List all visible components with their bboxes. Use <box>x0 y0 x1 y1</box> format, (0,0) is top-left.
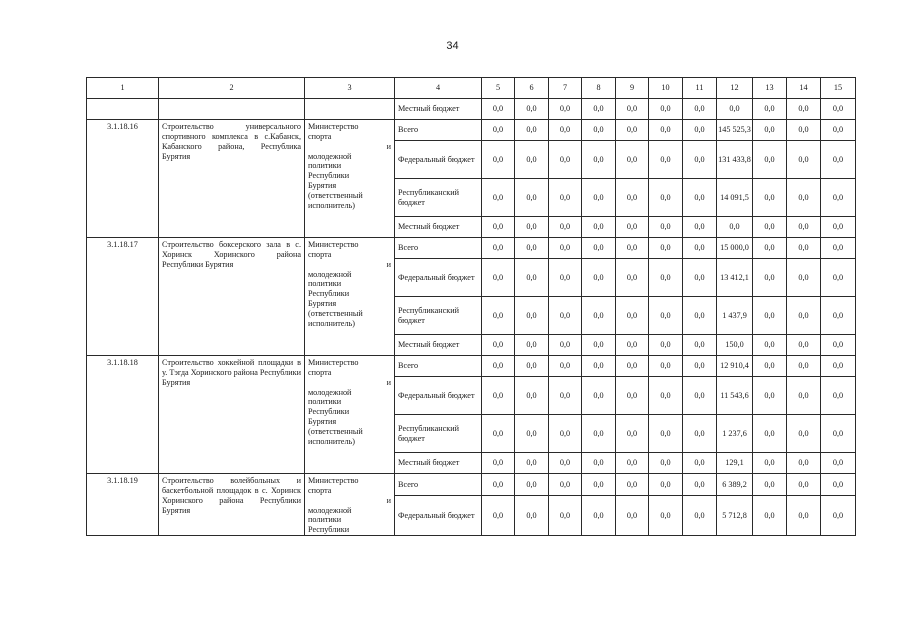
funding-source-cell: Республиканский бюджет <box>395 179 482 217</box>
value-cell: 0,0 <box>821 238 856 259</box>
funding-source-cell: Республиканский бюджет <box>395 415 482 453</box>
value-cell: 0,0 <box>582 217 616 238</box>
value-cell: 0,0 <box>787 474 821 496</box>
column-header: 13 <box>753 78 787 99</box>
measure-code: 3.1.18.18 <box>87 356 159 474</box>
value-cell: 129,1 <box>717 453 753 474</box>
value-cell: 0,0 <box>549 356 582 377</box>
value-cell: 0,0 <box>549 259 582 297</box>
column-header: 5 <box>482 78 515 99</box>
value-cell: 0,0 <box>683 217 717 238</box>
value-cell: 0,0 <box>753 377 787 415</box>
funding-source-cell: Местный бюджет <box>395 99 482 120</box>
executor-line: Министерство <box>308 122 359 131</box>
value-cell: 0,0 <box>515 496 549 536</box>
value-cell: 0,0 <box>821 259 856 297</box>
value-cell: 0,0 <box>821 356 856 377</box>
value-cell: 0,0 <box>717 217 753 238</box>
executor-line: исполнитель) <box>308 200 355 210</box>
value-cell: 0,0 <box>753 99 787 120</box>
column-header: 8 <box>582 78 616 99</box>
value-cell: 0,0 <box>482 238 515 259</box>
table-row <box>87 99 856 120</box>
value-cell: 0,0 <box>616 415 649 453</box>
funding-source-cell: Республиканский бюджет <box>395 297 482 335</box>
budget-table-body <box>87 78 856 536</box>
value-cell: 0,0 <box>549 217 582 238</box>
table-row <box>87 474 856 496</box>
value-cell: 0,0 <box>616 238 649 259</box>
value-cell: 0,0 <box>515 179 549 217</box>
funding-source-cell: Федеральный бюджет <box>395 141 482 179</box>
value-cell: 0,0 <box>582 474 616 496</box>
executor-line: спорта <box>308 249 332 259</box>
value-cell: 0,0 <box>787 99 821 120</box>
funding-source-cell: Федеральный бюджет <box>395 377 482 415</box>
value-cell: 0,0 <box>753 453 787 474</box>
value-cell: 0,0 <box>616 297 649 335</box>
value-cell: 0,0 <box>683 238 717 259</box>
value-cell: 0,0 <box>515 217 549 238</box>
value-cell: 1 437,9 <box>717 297 753 335</box>
budget-table <box>86 77 856 536</box>
measure-code: 3.1.18.17 <box>87 238 159 356</box>
value-cell: 145 525,3 <box>717 120 753 141</box>
value-cell: 5 712,8 <box>717 496 753 536</box>
table-row <box>87 120 856 141</box>
value-cell: 0,0 <box>515 259 549 297</box>
value-cell: 0,0 <box>482 179 515 217</box>
value-cell: 0,0 <box>616 217 649 238</box>
value-cell: 0,0 <box>582 259 616 297</box>
value-cell: 0,0 <box>482 217 515 238</box>
value-cell: 0,0 <box>549 99 582 120</box>
value-cell: 0,0 <box>549 453 582 474</box>
value-cell: 0,0 <box>821 99 856 120</box>
value-cell: 0,0 <box>753 120 787 141</box>
value-cell: 0,0 <box>482 99 515 120</box>
value-cell: 0,0 <box>482 377 515 415</box>
value-cell: 0,0 <box>753 335 787 356</box>
value-cell: 0,0 <box>821 474 856 496</box>
column-header: 15 <box>821 78 856 99</box>
value-cell: 0,0 <box>582 179 616 217</box>
value-cell: 0,0 <box>753 238 787 259</box>
value-cell: 0,0 <box>649 335 683 356</box>
value-cell: 0,0 <box>787 335 821 356</box>
value-cell: 0,0 <box>649 453 683 474</box>
value-cell: 0,0 <box>515 474 549 496</box>
executor-line: Министерство <box>308 358 359 367</box>
value-cell: 0,0 <box>787 141 821 179</box>
measure-title: Строительство волейбольных и баскетбольной площадок в с. Хоринск Хоринского района Республики Бурятия <box>159 474 305 536</box>
value-cell: 0,0 <box>482 415 515 453</box>
executor-line: Республики <box>308 525 350 535</box>
value-cell: 0,0 <box>683 259 717 297</box>
measure-title: Строительство боксерского зала в с. Хоринск Хоринского района Республики Бурятия <box>159 238 305 356</box>
value-cell: 0,0 <box>616 335 649 356</box>
value-cell: 0,0 <box>515 99 549 120</box>
executor-line: Министерство <box>308 476 359 485</box>
value-cell: 0,0 <box>582 415 616 453</box>
value-cell: 0,0 <box>787 179 821 217</box>
executor-line: Республики <box>308 289 350 299</box>
value-cell: 0,0 <box>549 496 582 536</box>
value-cell: 11 543,6 <box>717 377 753 415</box>
table-row <box>87 238 856 259</box>
value-cell: 0,0 <box>616 141 649 179</box>
funding-source-cell: Местный бюджет <box>395 335 482 356</box>
value-cell: 0,0 <box>649 356 683 377</box>
funding-source-cell: Всего <box>395 238 482 259</box>
executor-line: политики <box>308 279 342 289</box>
column-header: 14 <box>787 78 821 99</box>
value-cell: 0,0 <box>582 377 616 415</box>
value-cell: 0,0 <box>787 238 821 259</box>
column-header: 9 <box>616 78 649 99</box>
value-cell: 0,0 <box>649 217 683 238</box>
executor-line: Бурятия <box>308 181 337 191</box>
value-cell: 0,0 <box>582 297 616 335</box>
executor-line: (ответственный <box>308 308 363 318</box>
value-cell: 0,0 <box>515 415 549 453</box>
page-number: 34 <box>446 40 459 52</box>
value-cell: 0,0 <box>515 120 549 141</box>
executor-line: исполнитель) <box>308 436 355 446</box>
value-cell: 0,0 <box>582 238 616 259</box>
value-cell: 0,0 <box>821 120 856 141</box>
measure-title: Строительство хоккейной площадки в у. Тэгда Хоринского района Республики Бурятия <box>159 356 305 474</box>
value-cell: 12 910,4 <box>717 356 753 377</box>
value-cell: 0,0 <box>549 238 582 259</box>
value-cell: 0,0 <box>582 120 616 141</box>
value-cell: 0,0 <box>649 297 683 335</box>
value-cell: 0,0 <box>482 496 515 536</box>
value-cell: 0,0 <box>649 259 683 297</box>
measure-executor <box>305 238 395 356</box>
value-cell: 0,0 <box>683 356 717 377</box>
value-cell: 0,0 <box>787 120 821 141</box>
executor-line: Бурятия <box>308 299 337 309</box>
value-cell: 0,0 <box>482 120 515 141</box>
executor-line: (ответственный <box>308 426 363 436</box>
value-cell: 0,0 <box>753 217 787 238</box>
executor-line: молодежной <box>308 151 352 161</box>
value-cell: 0,0 <box>515 335 549 356</box>
value-cell: 0,0 <box>753 179 787 217</box>
funding-source-cell: Федеральный бюджет <box>395 259 482 297</box>
measure-executor <box>305 474 395 536</box>
column-header: 4 <box>395 78 482 99</box>
value-cell: 0,0 <box>753 474 787 496</box>
value-cell: 0,0 <box>753 415 787 453</box>
column-header: 12 <box>717 78 753 99</box>
value-cell: 0,0 <box>616 99 649 120</box>
value-cell: 0,0 <box>787 259 821 297</box>
executor-line: Республики <box>308 171 350 181</box>
measure-code: 3.1.18.16 <box>87 120 159 238</box>
column-header: 7 <box>549 78 582 99</box>
measure-executor <box>305 356 395 474</box>
value-cell: 0,0 <box>683 496 717 536</box>
executor-line: спорта <box>308 485 332 495</box>
value-cell: 0,0 <box>549 415 582 453</box>
value-cell: 0,0 <box>649 415 683 453</box>
value-cell: 0,0 <box>821 453 856 474</box>
executor-line: спорта <box>308 131 332 141</box>
value-cell: 0,0 <box>616 377 649 415</box>
value-cell: 0,0 <box>683 179 717 217</box>
value-cell: 0,0 <box>683 377 717 415</box>
executor-line: политики <box>308 161 342 171</box>
executor-line: и <box>386 259 391 269</box>
value-cell: 0,0 <box>515 377 549 415</box>
value-cell: 0,0 <box>821 377 856 415</box>
value-cell: 0,0 <box>717 99 753 120</box>
value-cell: 0,0 <box>515 453 549 474</box>
value-cell: 1 237,6 <box>717 415 753 453</box>
value-cell: 0,0 <box>683 415 717 453</box>
value-cell: 0,0 <box>753 297 787 335</box>
value-cell: 0,0 <box>787 377 821 415</box>
value-cell: 0,0 <box>753 259 787 297</box>
value-cell: 0,0 <box>549 377 582 415</box>
value-cell: 0,0 <box>787 415 821 453</box>
empty-code-cell <box>87 99 159 120</box>
executor-line: исполнитель) <box>308 318 355 328</box>
value-cell: 0,0 <box>649 474 683 496</box>
value-cell: 0,0 <box>787 356 821 377</box>
value-cell: 0,0 <box>616 259 649 297</box>
funding-source-cell: Федеральный бюджет <box>395 496 482 536</box>
executor-line: Бурятия <box>308 417 337 427</box>
value-cell: 0,0 <box>649 120 683 141</box>
executor-line: молодежной <box>308 505 352 515</box>
value-cell: 0,0 <box>649 141 683 179</box>
executor-line: политики <box>308 397 342 407</box>
executor-line: Республики <box>308 407 350 417</box>
value-cell: 0,0 <box>616 453 649 474</box>
column-header: 11 <box>683 78 717 99</box>
value-cell: 0,0 <box>683 474 717 496</box>
value-cell: 0,0 <box>649 496 683 536</box>
value-cell: 0,0 <box>821 297 856 335</box>
funding-source-cell: Всего <box>395 474 482 496</box>
value-cell: 0,0 <box>683 453 717 474</box>
value-cell: 0,0 <box>482 453 515 474</box>
value-cell: 0,0 <box>616 474 649 496</box>
value-cell: 15 000,0 <box>717 238 753 259</box>
value-cell: 0,0 <box>821 179 856 217</box>
value-cell: 0,0 <box>616 356 649 377</box>
value-cell: 0,0 <box>649 377 683 415</box>
value-cell: 0,0 <box>821 217 856 238</box>
empty-executor-cell <box>305 99 395 120</box>
value-cell: 0,0 <box>683 297 717 335</box>
value-cell: 0,0 <box>582 141 616 179</box>
value-cell: 0,0 <box>515 141 549 179</box>
executor-line: и <box>386 495 391 505</box>
value-cell: 0,0 <box>821 496 856 536</box>
value-cell: 0,0 <box>515 297 549 335</box>
column-header: 6 <box>515 78 549 99</box>
value-cell: 0,0 <box>582 99 616 120</box>
value-cell: 0,0 <box>582 496 616 536</box>
value-cell: 0,0 <box>683 141 717 179</box>
value-cell: 0,0 <box>482 259 515 297</box>
value-cell: 0,0 <box>482 335 515 356</box>
value-cell: 6 389,2 <box>717 474 753 496</box>
column-header: 2 <box>159 78 305 99</box>
value-cell: 0,0 <box>787 496 821 536</box>
value-cell: 0,0 <box>549 297 582 335</box>
value-cell: 0,0 <box>549 335 582 356</box>
funding-source-cell: Местный бюджет <box>395 217 482 238</box>
value-cell: 0,0 <box>616 120 649 141</box>
value-cell: 0,0 <box>683 99 717 120</box>
executor-line: (ответственный <box>308 190 363 200</box>
value-cell: 0,0 <box>482 297 515 335</box>
value-cell: 14 091,5 <box>717 179 753 217</box>
measure-title: Строительство универсального спортивного комплекса в с.Кабанск, Кабанского района, Республика Бурятия <box>159 120 305 238</box>
executor-line: политики <box>308 515 342 525</box>
value-cell: 0,0 <box>683 120 717 141</box>
value-cell: 0,0 <box>515 356 549 377</box>
table-row <box>87 356 856 377</box>
value-cell: 150,0 <box>717 335 753 356</box>
value-cell: 0,0 <box>582 335 616 356</box>
value-cell: 0,0 <box>753 141 787 179</box>
column-header: 1 <box>87 78 159 99</box>
value-cell: 0,0 <box>649 238 683 259</box>
value-cell: 0,0 <box>582 453 616 474</box>
column-header: 10 <box>649 78 683 99</box>
value-cell: 0,0 <box>787 217 821 238</box>
value-cell: 0,0 <box>753 496 787 536</box>
value-cell: 0,0 <box>549 120 582 141</box>
executor-line: и <box>386 377 391 387</box>
value-cell: 0,0 <box>753 356 787 377</box>
value-cell: 0,0 <box>549 474 582 496</box>
value-cell: 0,0 <box>549 141 582 179</box>
executor-line: и <box>386 141 391 151</box>
value-cell: 0,0 <box>787 297 821 335</box>
empty-title-cell <box>159 99 305 120</box>
executor-line: Министерство <box>308 240 359 249</box>
value-cell: 0,0 <box>649 179 683 217</box>
value-cell: 0,0 <box>482 356 515 377</box>
measure-code: 3.1.18.19 <box>87 474 159 536</box>
value-cell: 131 433,8 <box>717 141 753 179</box>
value-cell: 0,0 <box>649 99 683 120</box>
executor-line: спорта <box>308 367 332 377</box>
executor-line: молодежной <box>308 269 352 279</box>
measure-executor <box>305 120 395 238</box>
value-cell: 0,0 <box>787 453 821 474</box>
value-cell: 0,0 <box>821 415 856 453</box>
value-cell: 0,0 <box>482 474 515 496</box>
funding-source-cell: Всего <box>395 356 482 377</box>
header-row <box>87 78 856 99</box>
value-cell: 13 412,1 <box>717 259 753 297</box>
value-cell: 0,0 <box>821 335 856 356</box>
column-header: 3 <box>305 78 395 99</box>
value-cell: 0,0 <box>515 238 549 259</box>
value-cell: 0,0 <box>616 496 649 536</box>
funding-source-cell: Местный бюджет <box>395 453 482 474</box>
value-cell: 0,0 <box>549 179 582 217</box>
value-cell: 0,0 <box>683 335 717 356</box>
value-cell: 0,0 <box>616 179 649 217</box>
value-cell: 0,0 <box>582 356 616 377</box>
executor-line: молодежной <box>308 387 352 397</box>
value-cell: 0,0 <box>482 141 515 179</box>
funding-source-cell: Всего <box>395 120 482 141</box>
value-cell: 0,0 <box>821 141 856 179</box>
